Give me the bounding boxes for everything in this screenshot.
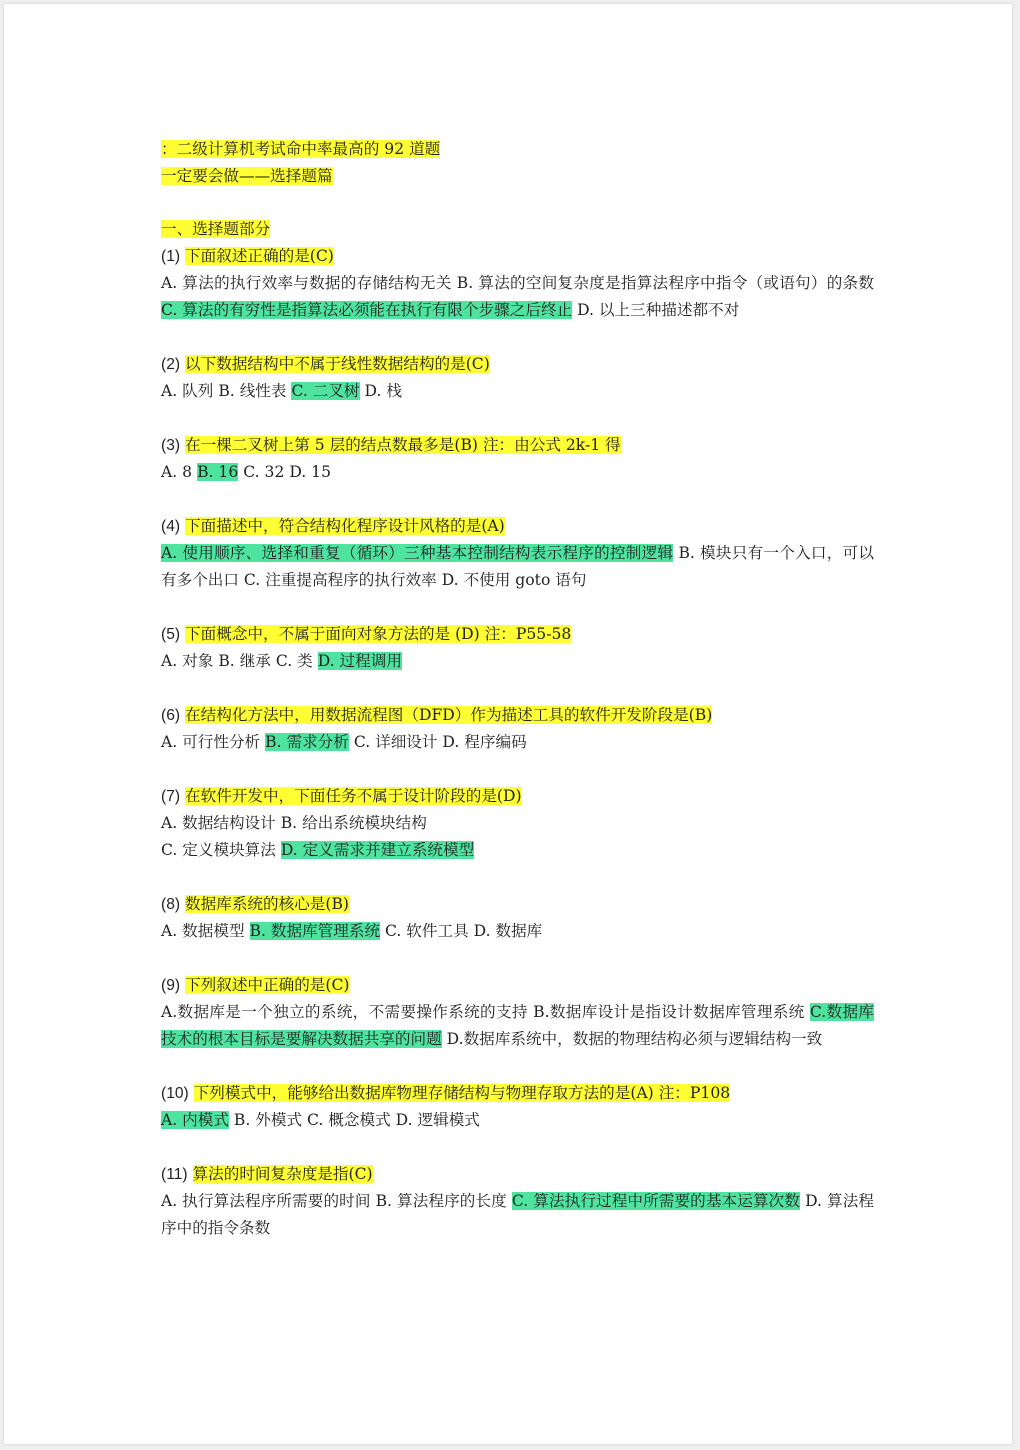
correct-answer: C. 算法执行过程中所需要的基本运算次数 bbox=[511, 1192, 801, 1210]
correct-answer: B. 16 bbox=[197, 463, 239, 481]
question-item bbox=[161, 243, 874, 324]
option-text: A. 数据模型 bbox=[161, 922, 250, 940]
options-line bbox=[161, 918, 874, 945]
question-number: (4) bbox=[161, 518, 181, 535]
document-page bbox=[4, 4, 1012, 1444]
question-text: 下面描述中，符合结构化程序设计风格的是(A) bbox=[185, 517, 505, 535]
question-text: 在结构化方法中，用数据流程图（DFD）作为描述工具的软件开发阶段是(B) bbox=[185, 706, 713, 724]
question-stem bbox=[161, 621, 874, 648]
question-stem bbox=[161, 1080, 874, 1107]
question-stem bbox=[161, 891, 874, 918]
correct-answer: A. 内模式 bbox=[161, 1111, 229, 1129]
options-line bbox=[161, 540, 874, 594]
section-heading: 一、选择题部分 bbox=[161, 220, 271, 238]
options-line bbox=[161, 729, 874, 756]
option-text: A.数据库是一个独立的系统，不需要操作系统的支持 B.数据库设计是指设计数据库管理系统 bbox=[161, 1003, 810, 1021]
correct-answer: B. 需求分析 bbox=[265, 733, 349, 751]
question-item bbox=[161, 1080, 874, 1134]
correct-answer: C. 二叉树 bbox=[291, 382, 360, 400]
question-text: 下面叙述正确的是(C) bbox=[185, 247, 334, 265]
question-number: (5) bbox=[161, 626, 181, 643]
option-text: D. 栈 bbox=[359, 382, 402, 400]
correct-answer: D. 过程调用 bbox=[317, 652, 402, 670]
option-text: B. 外模式 C. 概念模式 D. 逻辑模式 bbox=[228, 1111, 480, 1129]
question-item bbox=[161, 972, 874, 1053]
options-line bbox=[161, 1188, 874, 1242]
doc-subtitle: 一定要会做——选择题篇 bbox=[161, 167, 333, 185]
options-line bbox=[161, 999, 874, 1053]
question-text: 在一棵二叉树上第 5 层的结点数最多是(B) 注：由公式 2k-1 得 bbox=[185, 436, 621, 454]
option-text: A. 队列 B. 线性表 bbox=[161, 382, 292, 400]
question-number: (1) bbox=[161, 248, 181, 265]
options-line bbox=[161, 270, 874, 324]
question-item bbox=[161, 783, 874, 864]
question-text: 数据库系统的核心是(B) bbox=[185, 895, 350, 913]
options-line bbox=[161, 837, 874, 864]
option-text: D. 算法程序中的指令条数 bbox=[161, 1192, 874, 1237]
option-text: A. 数据结构设计 B. 给出系统模块结构 bbox=[161, 814, 427, 832]
question-number: (10) bbox=[161, 1085, 189, 1102]
question-item bbox=[161, 1161, 874, 1242]
option-text: A. 可行性分析 bbox=[161, 733, 266, 751]
question-text: 下面概念中，不属于面向对象方法的是 (D) 注：P55-58 bbox=[185, 625, 572, 643]
question-number: (11) bbox=[161, 1166, 188, 1183]
question-number: (6) bbox=[161, 707, 181, 724]
question-number: (8) bbox=[161, 896, 181, 913]
question-stem bbox=[161, 1161, 874, 1188]
question-text: 在软件开发中，下面任务不属于设计阶段的是(D) bbox=[185, 787, 522, 805]
question-text: 以下数据结构中不属于线性数据结构的是(C) bbox=[185, 355, 490, 373]
option-text: A. 对象 B. 继承 C. 类 bbox=[161, 652, 318, 670]
options-line bbox=[161, 459, 874, 486]
options-line bbox=[161, 648, 874, 675]
question-text: 算法的时间复杂度是指(C) bbox=[192, 1165, 373, 1183]
question-item bbox=[161, 432, 874, 486]
question-stem bbox=[161, 351, 874, 378]
question-stem bbox=[161, 702, 874, 729]
question-stem bbox=[161, 513, 874, 540]
correct-answer: D. 定义需求并建立系统模型 bbox=[280, 841, 475, 859]
options-line bbox=[161, 1107, 874, 1134]
question-item bbox=[161, 513, 874, 594]
options-line bbox=[161, 810, 874, 837]
option-text: C. 软件工具 D. 数据库 bbox=[380, 922, 543, 940]
option-text: D. 以上三种描述都不对 bbox=[572, 301, 740, 319]
question-item bbox=[161, 702, 874, 756]
question-number: (3) bbox=[161, 437, 181, 454]
question-item bbox=[161, 351, 874, 405]
question-stem bbox=[161, 432, 874, 459]
document-content bbox=[161, 136, 874, 1242]
question-list bbox=[161, 243, 874, 1242]
correct-answer: B. 数据库管理系统 bbox=[249, 922, 381, 940]
correct-answer: C. 算法的有穷性是指算法必须能在执行有限个步骤之后终止 bbox=[161, 301, 573, 319]
correct-answer: C.数据库技术的根本目标是要解决数据共享的问题 bbox=[161, 1003, 874, 1048]
option-text: C. 定义模块算法 bbox=[161, 841, 281, 859]
option-text: D.数据库系统中，数据的物理结构必须与逻辑结构一致 bbox=[441, 1030, 823, 1048]
question-item bbox=[161, 891, 874, 945]
option-text: C. 详细设计 D. 程序编码 bbox=[348, 733, 527, 751]
option-text: A. 执行算法程序所需要的时间 B. 算法程序的长度 bbox=[161, 1192, 512, 1210]
option-text: B. 模块只有一个入口，可以有多个出口 C. 注重提高程序的执行效率 D. 不使用 goto 语句 bbox=[161, 544, 874, 589]
question-item bbox=[161, 621, 874, 675]
question-stem bbox=[161, 972, 874, 999]
question-text: 下列叙述中正确的是(C) bbox=[185, 976, 350, 994]
question-number: (2) bbox=[161, 356, 181, 373]
option-text: C. 32 D. 15 bbox=[238, 463, 332, 481]
question-number: (9) bbox=[161, 977, 181, 994]
option-text: A. 8 bbox=[161, 463, 198, 481]
doc-title: ：二级计算机考试命中率最高的 92 道题 bbox=[161, 140, 441, 158]
option-text: A. 算法的执行效率与数据的存储结构无关 B. 算法的空间复杂度是指算法程序中指令（或语句）的条数 bbox=[161, 274, 874, 292]
question-stem bbox=[161, 243, 874, 270]
question-stem bbox=[161, 783, 874, 810]
options-line bbox=[161, 378, 874, 405]
correct-answer: A. 使用顺序、选择和重复（循环）三种基本控制结构表示程序的控制逻辑 bbox=[161, 544, 674, 562]
question-number: (7) bbox=[161, 788, 181, 805]
question-text: 下列模式中，能够给出数据库物理存储结构与物理存取方法的是(A) 注：P108 bbox=[193, 1084, 731, 1102]
